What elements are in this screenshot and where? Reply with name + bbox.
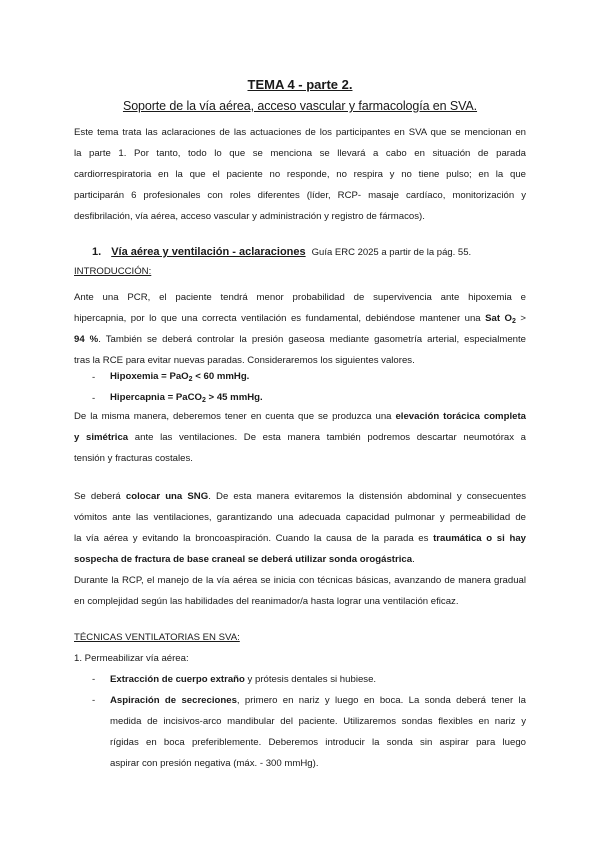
intro-line: cardiorrespiratoria en la que el paciente no responde, no respira y no tiene pulso; en la que <box>74 169 526 180</box>
intro-line: Este tema trata las aclaraciones de las actuaciones de los participantes en SVA que se mencionan en <box>74 127 526 138</box>
paragraph-line: Ante una PCR, el paciente tendrá menor probabilidad de supervivencia ante hipoxemia e <box>74 292 526 303</box>
bold-run: traumática o si hay <box>433 533 526 544</box>
document-subtitle: Soporte de la vía aérea, acceso vascular y farmacología en SVA. <box>122 99 478 113</box>
list-dash: - <box>92 372 96 383</box>
paragraph-line <box>74 486 526 507</box>
introduccion-heading: INTRODUCCIÓN: <box>74 266 152 277</box>
elevacion-paragraph <box>74 406 526 469</box>
extraccion-item <box>110 674 376 685</box>
bold-run: Aspiración de secreciones <box>110 695 237 706</box>
text-run: Se deberá <box>74 491 126 502</box>
intro-paragraph <box>74 122 526 227</box>
text-run: . También se deberá controlar la presión gaseosa mediante gasometría arterial, especialmente <box>98 334 526 345</box>
text-run: . <box>412 554 415 565</box>
section-note: Guía ERC 2025 a partir de la pág. 55. <box>311 247 472 258</box>
text-run: < 60 mmHg. <box>192 371 250 382</box>
intro-line: la parte 1. Por tanto, todo lo que se menciona se llevará a cabo en situación de parada <box>74 148 526 159</box>
document-title: TEMA 4 - parte 2. <box>247 77 353 92</box>
bold-run: colocar una SNG <box>125 491 209 502</box>
step-1: 1. Permeabilizar vía aérea: <box>74 653 189 664</box>
bold-run: elevación torácica completa <box>395 411 526 422</box>
rcp-paragraph <box>74 570 526 612</box>
paragraph-line: rígidas en boca preferiblemente. Deberemos introducir la sonda sin aspirar para luego <box>110 737 526 748</box>
text-run: ante las ventilaciones. De esta manera también podremos descartar neumotórax a <box>128 432 527 443</box>
intro-line: participarán 6 profesionales con roles diferentes (líder, RCP- masaje cardíaco, monitorización y <box>74 190 526 201</box>
text-run: , primero en nariz y luego en boca. La sonda deberá tener la <box>236 695 526 706</box>
paragraph-line <box>74 406 526 427</box>
aspiracion-item <box>110 690 526 774</box>
text-run: . De esta manera evitaremos la distensión abdominal y consecuentes <box>208 491 526 502</box>
intro-line: desfibrilación, vía aérea, acceso vascular y administración y registro de fármacos). <box>74 211 425 222</box>
paragraph-line: medida de incisivos-arco mandibular del paciente. Utilizaremos sondas flexibles en nariz y <box>110 716 526 727</box>
hipoxemia-value <box>110 371 249 382</box>
subscript: 2 <box>512 318 516 325</box>
paragraph-line <box>110 690 526 711</box>
sat-o2-label: Sat O <box>485 313 512 324</box>
subscript: 2 <box>201 397 206 404</box>
text-run: > 45 mmHg. <box>205 392 263 403</box>
paragraph-line: tras la RCE para evitar nuevas paradas. Consideraremos los siguientes valores. <box>74 355 415 366</box>
section-number: 1. <box>92 246 102 258</box>
subscript: 2 <box>188 376 193 383</box>
paragraph-line <box>74 549 526 570</box>
pcr-paragraph <box>74 287 526 371</box>
paragraph-line <box>74 308 526 329</box>
text-run: > <box>515 313 526 324</box>
section-1-heading <box>92 246 471 258</box>
sng-paragraph <box>74 486 526 570</box>
paragraph-line <box>74 329 526 350</box>
paragraph-line <box>74 528 526 549</box>
list-dash: - <box>92 674 96 685</box>
section-title: Vía aérea y ventilación - aclaraciones <box>111 246 306 258</box>
text-run: y prótesis dentales si hubiese. <box>244 674 377 685</box>
paragraph-line: aspirar con presión negativa (máx. - 300 mmHg). <box>110 758 319 769</box>
list-dash: - <box>92 695 96 706</box>
paragraph-line: Durante la RCP, el manejo de la vía aérea se inicia con técnicas básicas, avanzando de manera gradual <box>74 575 526 586</box>
sat-threshold: 94 % <box>74 334 99 345</box>
bold-run: sospecha de fractura de base craneal se deberá utilizar sonda orogástrica <box>74 554 413 565</box>
paragraph-line <box>74 427 526 448</box>
text-run: Hipercapnia = PaCO <box>110 392 202 403</box>
paragraph-line: vómitos ante las ventilaciones, garantizando una adecuada capacidad pulmonar y permeabilidad de <box>74 512 526 523</box>
text-run: hipercapnia, por lo que una correcta ventilación es fundamental, debiéndose mantener una <box>74 313 486 324</box>
text-run: Hipoxemia = PaO <box>110 371 189 382</box>
list-dash: - <box>92 393 96 404</box>
tecnicas-heading: TÉCNICAS VENTILATORIAS EN SVA: <box>74 632 240 643</box>
text-run: la vía aérea y evitando la broncoaspiración. Cuando la causa de la parada es <box>74 533 434 544</box>
paragraph-line: tensión y fracturas costales. <box>74 453 193 464</box>
hipercapnia-value <box>110 392 263 403</box>
text-run: De la misma manera, deberemos tener en cuenta que se produzca una <box>74 411 396 422</box>
paragraph-line: en complejidad según las habilidades del reanimador/a hasta lograr una ventilación eficaz. <box>74 596 459 607</box>
bold-run: Extracción de cuerpo extraño <box>110 674 245 685</box>
bold-run: y simétrica <box>74 432 129 443</box>
